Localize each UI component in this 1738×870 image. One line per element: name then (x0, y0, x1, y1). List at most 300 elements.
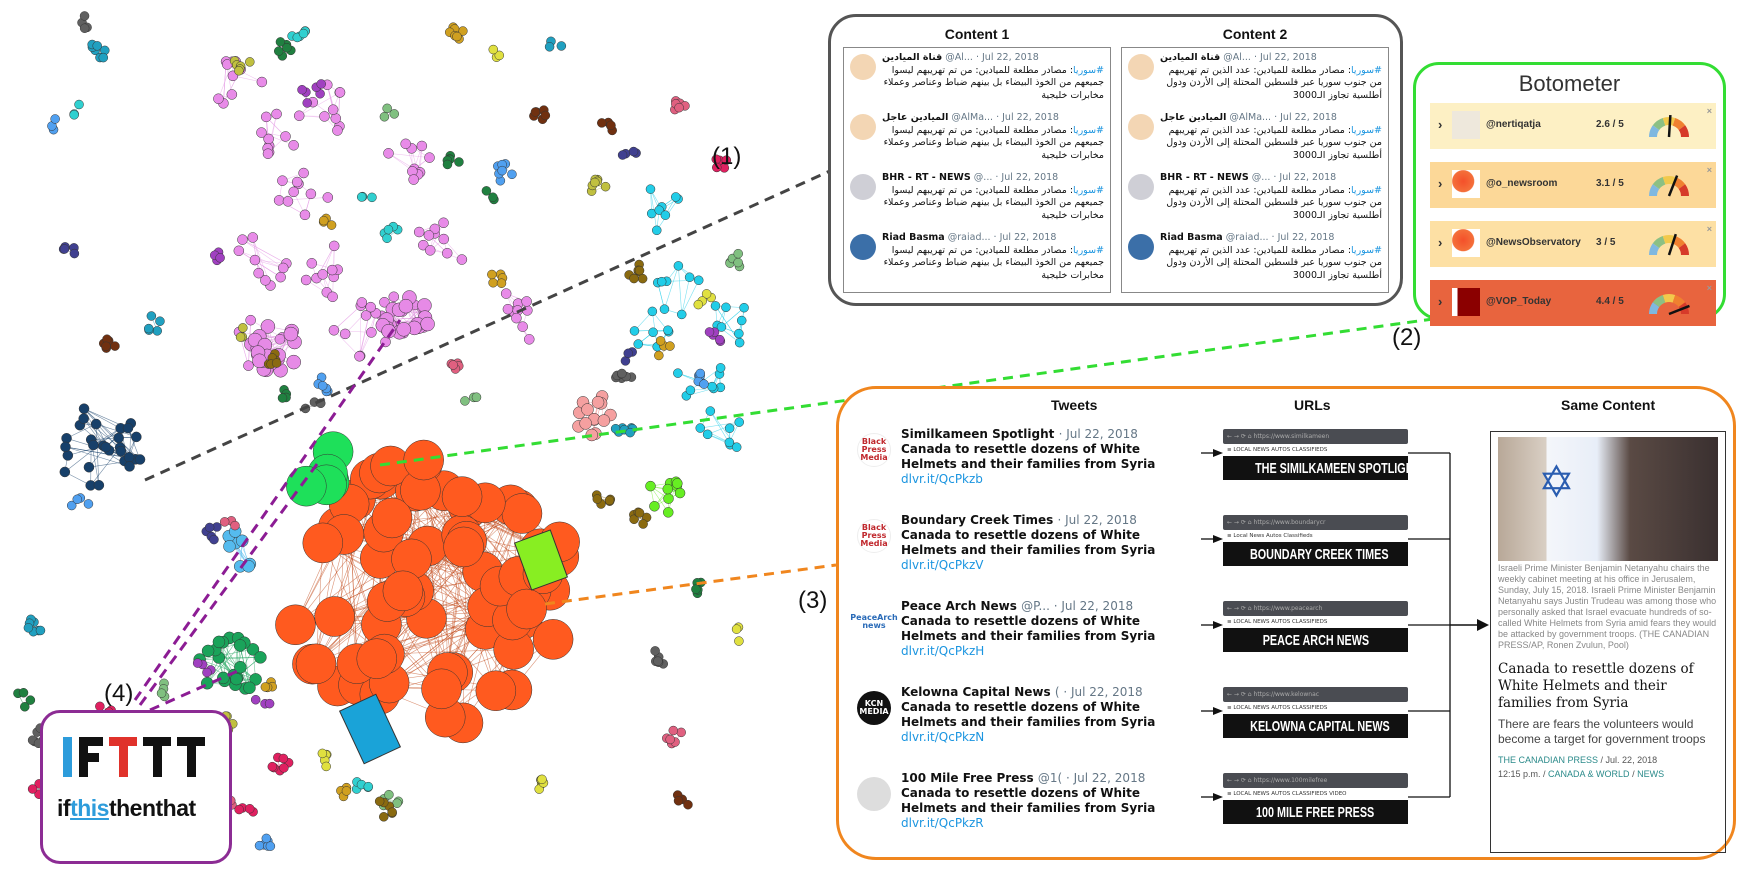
graph-node (489, 45, 498, 54)
graph-node (635, 508, 644, 517)
graph-node (272, 109, 282, 119)
graph-node (669, 726, 678, 735)
article-caption: Israeli Prime Minister Benjamin Netanyahu chairs the weekly cabinet meeting at his office in Jerusalem, Sunday, July 15, 2018. Israeli Prime Minister Benjamin Netanyahu says Justin Trudeau was among those who personally asked that Israel evacuate hundreds of so-called White Helmets from Syria amid fears they would be attacked by government troops. (THE CANADIAN PRESS/AP, Ronen Zvulun, Pool) (1498, 563, 1717, 650)
botometer-row[interactable] (1430, 221, 1716, 267)
graph-node (296, 644, 336, 684)
hashtag-link[interactable]: #سوريا (1351, 64, 1382, 76)
graph-node (545, 42, 554, 51)
graph-node (384, 225, 393, 234)
graph-node (357, 297, 367, 307)
hashtag-link[interactable]: #سوريا (1073, 64, 1104, 76)
chevron-right-icon[interactable]: › (1438, 294, 1443, 309)
article-section-2[interactable]: NEWS (1637, 769, 1665, 779)
graph-edge (242, 240, 286, 264)
botometer-handle[interactable]: @nertiqatja (1486, 119, 1541, 130)
graph-node (282, 43, 291, 52)
browser-url-bar: ← → ⟳ ⌂ https://www.boundarycr (1223, 515, 1408, 530)
graph-edge (242, 240, 283, 268)
account-name[interactable]: Peace Arch News (901, 599, 1017, 613)
graph-node (590, 178, 599, 187)
tweet-header (1160, 52, 1382, 65)
graph-node (656, 336, 665, 345)
graph-node (276, 272, 286, 282)
content-tweet[interactable] (844, 48, 1110, 108)
graph-node (289, 187, 299, 197)
graph-node (236, 333, 245, 342)
tweet-text: Canada to resettle dozens of White Helmets and their families from Syria (901, 700, 1156, 729)
graph-node (624, 349, 633, 358)
graph-node (84, 499, 93, 508)
graph-node (209, 535, 218, 544)
graph-node (654, 351, 663, 360)
content-1-column (843, 25, 1111, 293)
site-masthead: BOUNDARY CREEK TIMES (1249, 546, 1389, 563)
graph-node (725, 424, 734, 433)
account-name[interactable]: Riad Basma (882, 232, 945, 243)
account-handle: @AlMa... · Jul 22, 2018 (951, 112, 1059, 123)
site-screenshot[interactable] (1223, 429, 1421, 481)
tweet-text: #سوريا: مصادر مطلعة للميادين: عدد الذين تم تهريبهم من جنوب سوريا عبر فلسطين المحتلة إلى الأردن ودول أطلسية تجاوز الـ3000 (1166, 124, 1382, 161)
tweet-text: #سوريا: مصادر مطلعة للميادين: من تم تهريبهم ليسوا جميعهم من الخوذ البيضاء بل بينهم ضباط وعناصر وعملاء مخابرات خليجية (883, 64, 1104, 101)
account-name[interactable]: الميادين عاجل (882, 112, 949, 123)
hashtag-link[interactable]: #سوريا (1351, 244, 1382, 256)
graph-node (648, 307, 657, 316)
graph-node (157, 689, 166, 698)
graph-node (487, 270, 496, 279)
close-icon[interactable]: × (1706, 283, 1712, 293)
tweet-link[interactable]: dlvr.it/QcPkzb (901, 472, 983, 486)
tweet-header (901, 599, 1199, 614)
chevron-right-icon[interactable]: › (1438, 176, 1443, 191)
graph-node (306, 189, 316, 199)
graph-node (703, 430, 712, 439)
account-handle: @raiad... · Jul 22, 2018 (947, 232, 1057, 243)
graph-node (328, 105, 338, 115)
botometer-handle[interactable]: @o_newsroom (1486, 178, 1558, 189)
botometer-score: 4.4 / 5 (1596, 296, 1624, 307)
graph-node (531, 107, 540, 116)
graph-node (327, 221, 336, 230)
graph-node (79, 414, 89, 424)
graph-node (735, 418, 744, 427)
tweet-text: Canada to resettle dozens of White Helmets and their families from Syria (901, 442, 1156, 471)
graph-node (319, 216, 328, 225)
account-name[interactable]: Similkameen Spotlight (901, 427, 1055, 441)
graph-node (299, 29, 308, 38)
graph-node (205, 523, 214, 532)
graph-node (114, 433, 124, 443)
tweet-header (901, 427, 1199, 442)
source-tweet[interactable] (857, 427, 1199, 487)
source-tweet[interactable] (857, 771, 1199, 831)
article-meta: THE CANADIAN PRESS / Jul. 22, 2018 12:15 p.m. / CANADA & WORLD / NEWS (1498, 755, 1665, 779)
graph-node (277, 176, 287, 186)
graph-node (696, 424, 705, 433)
avatar: Black Press Media (857, 433, 891, 467)
graph-node (289, 140, 299, 150)
graph-node (125, 461, 135, 471)
tweet-text: #سوريا: مصادر مطلعة للميادين: عدد الذين تم تهريبهم من جنوب سوريا عبر فلسطين المحتلة إلى الأردن ودول أطلسية تجاوز الـ3000 (1166, 244, 1382, 281)
graph-node (202, 645, 214, 657)
graph-node (73, 495, 82, 504)
graph-node (649, 501, 659, 511)
graph-node (234, 66, 243, 75)
graph-node (80, 11, 89, 20)
graph-node (657, 277, 666, 286)
graph-node (364, 782, 373, 791)
botometer-row[interactable] (1430, 103, 1716, 149)
chevron-right-icon[interactable]: › (1438, 235, 1443, 250)
graph-node (375, 797, 384, 806)
article-photo (1498, 437, 1718, 561)
graph-node (79, 404, 89, 414)
graph-node (389, 292, 399, 302)
graph-node (497, 279, 506, 288)
account-name[interactable]: قناة الميادين (882, 52, 943, 63)
graph-node (663, 326, 672, 335)
site-nav: ≡ LOCAL NEWS AUTOS CLASSIFIEDS VIDEO (1227, 791, 1347, 797)
graph-node (694, 300, 703, 309)
graph-node (93, 41, 102, 50)
graph-node (507, 589, 547, 629)
graph-node (243, 361, 253, 371)
account-name[interactable]: Kelowna Capital News (901, 685, 1051, 699)
graph-node (279, 754, 288, 763)
graph-node (597, 118, 606, 127)
tweet-header (882, 232, 1104, 245)
avatar: Black Press Media (857, 519, 891, 553)
graph-node (674, 796, 683, 805)
content-tweet[interactable] (1122, 228, 1388, 288)
flag-star-icon: ✡ (1538, 458, 1575, 507)
account-name[interactable]: BHR - RT - NEWS (882, 172, 971, 183)
chevron-right-icon[interactable]: › (1438, 117, 1443, 132)
tweet-date: ( · Jul 22, 2018 (1054, 685, 1143, 699)
graph-node (629, 274, 638, 283)
graph-node (243, 682, 255, 694)
tweet-header (1160, 232, 1382, 245)
graph-node (268, 762, 277, 771)
graph-node (452, 32, 461, 41)
graph-node (537, 775, 546, 784)
graph-node (502, 494, 542, 534)
graph-node (399, 299, 413, 313)
graph-node (357, 639, 397, 679)
botometer-handle[interactable]: @NewsObservatory (1486, 237, 1581, 248)
site-masthead: THE SIMILKAMEEN SPOTLIGHT (1255, 460, 1421, 477)
connector-3 (545, 565, 836, 604)
source-tweet[interactable] (857, 685, 1199, 745)
content-tweet[interactable] (1122, 168, 1388, 228)
article-section[interactable]: CANADA & WORLD (1548, 769, 1630, 779)
graph-edge (667, 280, 699, 281)
graph-node (245, 804, 254, 813)
tweet-text: Canada to resettle dozens of White Helmets and their families from Syria (901, 528, 1156, 557)
avatar (1128, 234, 1154, 260)
graph-node (671, 192, 680, 201)
graph-node (511, 313, 521, 323)
graph-node (80, 24, 89, 33)
graph-node (383, 234, 392, 243)
tweet-date: @P... · Jul 22, 2018 (1021, 599, 1134, 613)
botometer-row[interactable] (1430, 162, 1716, 208)
content-tweet[interactable] (1122, 48, 1388, 108)
graph-node (541, 111, 550, 120)
graph-node (645, 481, 655, 491)
graph-node (686, 386, 695, 395)
graph-node (223, 540, 235, 552)
graph-node (275, 605, 315, 645)
source-tweet[interactable] (857, 513, 1199, 573)
graph-node (124, 452, 134, 462)
graph-node (274, 47, 283, 56)
label-3: (3) (798, 587, 828, 614)
graph-node (51, 114, 60, 123)
site-masthead-bar (1223, 456, 1421, 480)
graph-node (740, 303, 749, 312)
article-source[interactable]: THE CANADIAN PRESS (1498, 755, 1599, 765)
content-2-tweets (1121, 47, 1389, 293)
botometer-row[interactable] (1430, 280, 1716, 326)
graph-node (732, 625, 741, 634)
site-screenshot[interactable] (1223, 515, 1408, 567)
graph-node (303, 98, 312, 107)
account-handle: @Al... · Jul 22, 2018 (1223, 52, 1317, 63)
avatar (1128, 114, 1154, 140)
graph-node (131, 432, 141, 442)
graph-node (501, 289, 511, 299)
close-icon[interactable]: × (1706, 165, 1712, 175)
graph-node (318, 749, 327, 758)
article-date: Jul. 22, 2018 (1605, 755, 1658, 765)
graph-node (629, 147, 638, 156)
graph-node (663, 507, 673, 517)
site-screenshot[interactable] (1223, 601, 1408, 653)
label-2: (2) (1392, 324, 1422, 351)
tweet-link[interactable]: dlvr.it/QcPkzH (901, 644, 985, 658)
site-screenshot[interactable] (1223, 687, 1408, 739)
close-icon[interactable]: × (1706, 106, 1712, 116)
graph-node (401, 139, 411, 149)
graph-node (251, 695, 260, 704)
graph-node (220, 517, 229, 526)
graph-node (261, 112, 271, 122)
tweet-text: #سوريا: مصادر مطلعة للميادين: عدد الذين تم تهريبهم من جنوب سوريا عبر فلسطين المحتلة إلى الأردن ودول أطلسية تجاوز الـ3000 (1166, 64, 1382, 101)
avatar (1452, 170, 1480, 198)
graph-node (725, 438, 734, 447)
graph-node (507, 170, 516, 179)
graph-node (634, 340, 643, 349)
graph-node (421, 317, 435, 331)
tweet-header (882, 52, 1104, 65)
avatar (850, 174, 876, 200)
account-name[interactable]: Boundary Creek Times (901, 513, 1054, 527)
botometer-title: Botometer (1518, 71, 1621, 96)
graph-node (263, 149, 273, 159)
source-tweet[interactable] (850, 599, 1199, 659)
graph-node (397, 322, 411, 336)
graph-node (482, 186, 491, 195)
avatar: PeaceArch news (850, 613, 898, 630)
article-dek: There are fears the volunteers would become a target for government troops (1498, 717, 1706, 746)
graph-node (153, 326, 162, 335)
urls-column-title: URLs (1294, 397, 1331, 413)
graph-node (246, 315, 256, 325)
graph-node (660, 305, 669, 314)
tweet-header (901, 513, 1199, 528)
graph-node (294, 111, 304, 121)
shared-article-panel (836, 386, 1736, 860)
graph-node (414, 227, 424, 237)
content-2-title: Content 2 (1222, 26, 1288, 42)
account-name[interactable]: Riad Basma (1160, 232, 1223, 243)
graph-node (202, 668, 211, 677)
content-tweet[interactable] (844, 228, 1110, 288)
hashtag-link[interactable]: #سوريا (1073, 124, 1104, 136)
graph-node (663, 484, 673, 494)
graph-node (91, 419, 101, 429)
graph-node (593, 495, 602, 504)
graph-node (70, 249, 79, 258)
graph-node (442, 248, 452, 258)
graph-node (327, 265, 337, 275)
tweet-text: #سوريا: مصادر مطلعة للميادين: عدد الذين تم تهريبهم من جنوب سوريا عبر فلسطين المحتلة إلى الأردن ودول أطلسية تجاوز الـ3000 (1166, 184, 1382, 221)
graph-node (116, 446, 126, 456)
tweets-column-title: Tweets (1051, 397, 1098, 413)
avatar (1128, 54, 1154, 80)
graph-edge (664, 266, 678, 309)
graph-node (638, 274, 647, 283)
site-nav: ≡ LOCAL NEWS AUTOS CLASSIFIEDS (1227, 619, 1328, 625)
graph-node (248, 232, 258, 242)
graph-node (734, 637, 743, 646)
graph-node (734, 258, 743, 267)
graph-node (323, 192, 333, 202)
hashtag-link[interactable]: #سوريا (1073, 244, 1104, 256)
article-preview[interactable] (1490, 431, 1726, 853)
graph-node (677, 728, 686, 737)
graph-node (598, 415, 610, 427)
graph-node (442, 477, 482, 517)
graph-node (216, 253, 225, 262)
avatar: KCN MEDIA (857, 691, 891, 725)
graph-node (279, 763, 288, 772)
graph-node (734, 329, 743, 338)
graph-node (20, 702, 29, 711)
graph-node (439, 234, 449, 244)
content-1-title: Content 1 (944, 26, 1010, 42)
graph-node (557, 41, 566, 50)
tweet-link[interactable]: dlvr.it/QcPkzN (901, 730, 985, 744)
graph-node (213, 636, 225, 648)
graph-node (601, 182, 610, 191)
graph-node (94, 480, 104, 490)
content-tweet[interactable] (1122, 108, 1388, 168)
graph-node (635, 266, 644, 275)
tweet-text: #سوريا: مصادر مطلعة للميادين: من تم تهريبهم ليسوا جميعهم من الخوذ البيضاء بل بينهم ضباط وعناصر وعملاء مخابرات خليجية (883, 244, 1104, 281)
graph-node (340, 329, 350, 339)
graph-node (677, 310, 686, 319)
avatar (850, 114, 876, 140)
tweet-header (882, 172, 1104, 185)
graph-node (735, 338, 744, 347)
graph-node (734, 249, 743, 258)
graph-node (88, 440, 98, 450)
graph-node (24, 623, 33, 632)
graph-node (298, 85, 307, 94)
tweet-link[interactable]: dlvr.it/QcPkzV (901, 558, 984, 572)
ifttt-logo-icon (53, 723, 239, 783)
botometer-score: 2.6 / 5 (1596, 119, 1624, 130)
graph-node (460, 396, 469, 405)
avatar (1452, 111, 1480, 139)
graph-node (673, 369, 682, 378)
article-headline[interactable]: Canada to resettle dozens of White Helmets and their families from Syria (1498, 661, 1694, 711)
tweet-link[interactable]: dlvr.it/QcPkzR (901, 816, 984, 830)
graph-edge (334, 306, 361, 331)
graph-node (606, 121, 615, 130)
graph-edge (682, 280, 699, 314)
ifttt-tagline: ifthisthenthat (57, 795, 196, 821)
graph-node (685, 273, 694, 282)
graph-node (274, 195, 284, 205)
content-comparison-panel (828, 14, 1403, 306)
graph-node (235, 805, 244, 814)
graph-edge (360, 306, 361, 356)
graph-edge (682, 277, 690, 314)
graph-node (383, 148, 393, 158)
graph-node (422, 669, 462, 709)
graph-node (699, 380, 708, 389)
graph-node (101, 442, 111, 452)
account-name[interactable]: BHR - RT - NEWS (1160, 172, 1249, 183)
graph-node (155, 317, 164, 326)
graph-node (303, 523, 343, 563)
graph-node (213, 94, 223, 104)
hashtag-link[interactable]: #سوريا (1073, 184, 1104, 196)
account-name[interactable]: 100 Mile Free Press (901, 771, 1034, 785)
graph-node (357, 192, 366, 201)
account-name[interactable]: قناة الميادين (1160, 52, 1221, 63)
site-masthead-bar (1223, 542, 1408, 566)
tweet-text: Canada to resettle dozens of White Helmets and their families from Syria (901, 786, 1156, 815)
graph-node (449, 360, 458, 369)
hashtag-link[interactable]: #سوريا (1351, 124, 1382, 136)
site-masthead-bar (1223, 714, 1408, 738)
account-name[interactable]: الميادين عاجل (1160, 112, 1227, 123)
graph-node (605, 496, 614, 505)
graph-node (257, 77, 267, 87)
hashtag-link[interactable]: #سوريا (1351, 184, 1382, 196)
account-handle: @Al... · Jul 22, 2018 (945, 52, 1039, 63)
graph-node (383, 571, 423, 611)
content-tweet[interactable] (844, 108, 1110, 168)
content-tweet[interactable] (844, 168, 1110, 228)
graph-node (417, 141, 427, 151)
avatar (857, 777, 891, 811)
graph-node (384, 790, 393, 799)
graph-node (649, 328, 658, 337)
site-screenshot[interactable] (1223, 773, 1408, 825)
botometer-handle[interactable]: @VOP_Today (1486, 296, 1552, 307)
label-1: (1) (712, 143, 742, 170)
score-gauge-icon (1646, 113, 1692, 141)
graph-node (301, 275, 311, 285)
graph-node (675, 488, 685, 498)
graph-node (533, 619, 573, 659)
close-icon[interactable]: × (1706, 224, 1712, 234)
graph-node (245, 57, 254, 66)
